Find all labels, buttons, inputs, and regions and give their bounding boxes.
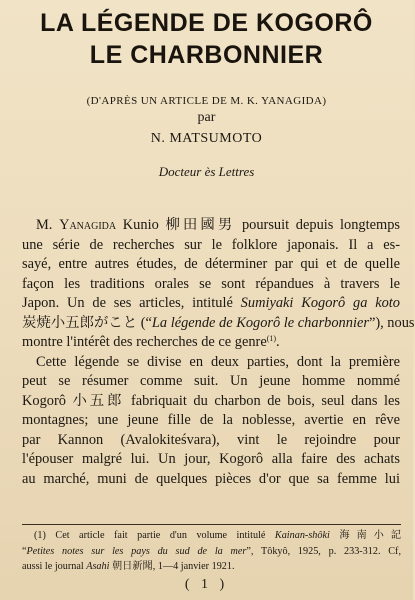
body-line: montagnes; une jeune fille de la noblesse, avertie en rêve <box>22 412 400 428</box>
page-number: ( 1 ) <box>184 577 229 592</box>
footnote <box>22 528 401 575</box>
title-line-1: LA LÉGENDE DE KOGORÔ <box>40 9 373 37</box>
body-text <box>22 216 415 489</box>
footnote-line: aussi le journal Asahi 朝日新聞, 1—4 janvier 1921. <box>22 561 235 572</box>
footnote-ref: (1) <box>266 334 277 343</box>
body-line: M. Yanagida Kunio 柳田國男 poursuit depuis longtemps <box>36 217 400 233</box>
footnote-divider <box>22 524 401 525</box>
body-line: peut se résumer comme suit. Un jeune homme nommé <box>22 373 400 389</box>
body-line: au marché, muni de quelques pièces d'or que sa femme lui <box>22 470 400 487</box>
body-line: par Kannon (Avalokiteśvara), vint le rejoindre pour <box>22 431 400 448</box>
body-line: une série de recherches sur le folklore japonais. Il a es- <box>22 236 400 253</box>
footnote-line: “Petites notes sur les pays du sud de la mer”, Tôkyô, 1925, p. 233-312. Cf, <box>22 545 401 557</box>
body-line: l'épouser malgré lui. Un jour, Kogorô alla faire des achats <box>22 451 400 467</box>
body-line: Cette légende se divise en deux parties, dont la première <box>36 353 400 370</box>
by-line: par <box>197 110 216 125</box>
author-degree: Docteur ès Lettres <box>158 164 255 179</box>
body-line: 炭焼小五郎がこと (“La légende de Kogorô le charbonnier”), nous <box>22 314 415 331</box>
author-name: N. MATSUMOTO <box>150 131 263 146</box>
body-line: façon les traditions orales se sont répandues à travers le <box>22 275 400 292</box>
body-line: montre l'intérêt des recherches de ce genre$^{(1)}$. <box>22 334 280 350</box>
footnote-line: (1) Cet article fait partie d'un volume intitulé Kainan-shôki 海南小記 <box>34 530 402 541</box>
title-line-2: LE CHARBONNIER <box>89 41 324 69</box>
body-line: Japon. Un de ses articles, intitulé Sumiyaki Kogorô ga koto <box>22 295 400 311</box>
body-line: Kogorô 小五郎 fabriquait du charbon de bois, seul dans les <box>22 392 400 409</box>
subtitle: (D'APRÈS UN ARTICLE DE M. K. YANAGIDA) <box>86 95 327 107</box>
body-line: sayé, entre autres études, de déterminer par qui et de quelle <box>22 256 400 272</box>
